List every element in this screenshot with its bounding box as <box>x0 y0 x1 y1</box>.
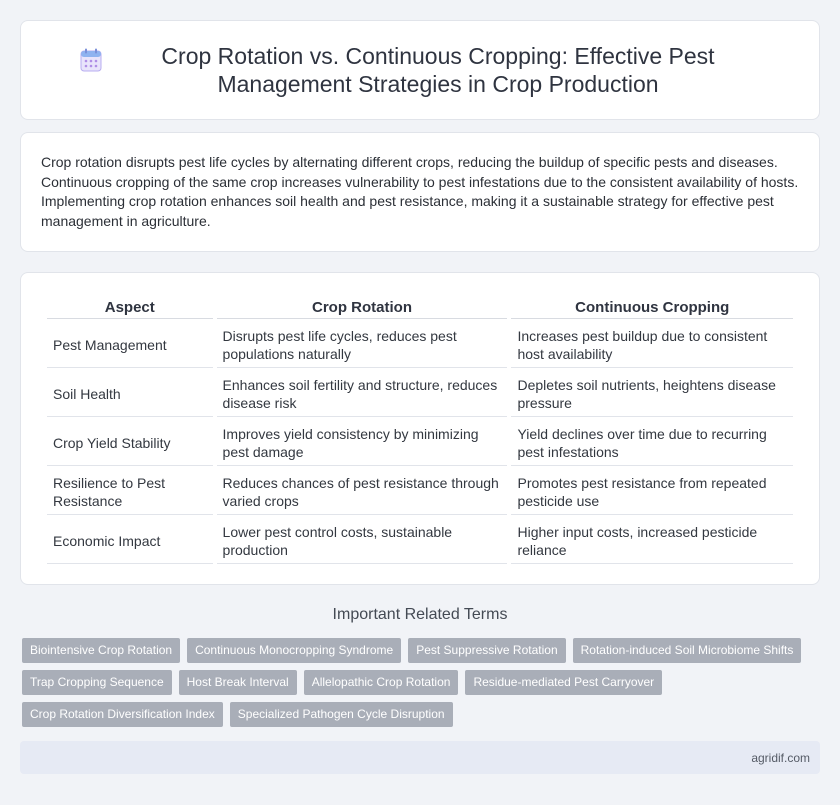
related-term-tag[interactable]: Rotation-induced Soil Microbiome Shifts <box>573 638 802 663</box>
related-term-tag[interactable]: Host Break Interval <box>179 670 297 695</box>
table-cell: Increases pest buildup due to consistent host availability <box>511 321 793 368</box>
table-cell: Lower pest control costs, sustainable production <box>217 517 508 564</box>
related-term-tag[interactable]: Residue-mediated Pest Carryover <box>465 670 662 695</box>
table-row <box>47 321 793 368</box>
header-card <box>20 20 820 120</box>
footer-site-link[interactable]: agridif.com <box>751 750 810 765</box>
table-cell: Disrupts pest life cycles, reduces pest populations naturally <box>217 321 508 368</box>
comparison-table-card <box>20 272 820 585</box>
table-header-row <box>47 293 793 319</box>
table-cell: Higher input costs, increased pesticide reliance <box>511 517 793 564</box>
tag-row <box>22 638 822 663</box>
table-cell: Crop Yield Stability <box>47 419 213 466</box>
table-row <box>47 419 793 466</box>
table-row <box>47 517 793 564</box>
table-row <box>47 370 793 417</box>
summary-card <box>20 132 820 252</box>
table-cell: Soil Health <box>47 370 213 417</box>
table-cell: Resilience to Pest Resistance <box>47 468 213 515</box>
header-crop-rotation: Crop Rotation <box>217 293 508 319</box>
calendar-icon <box>80 48 102 72</box>
title-wrap <box>80 42 760 98</box>
header-aspect: Aspect <box>47 293 213 319</box>
tag-row <box>22 702 822 727</box>
related-term-tag[interactable]: Allelopathic Crop Rotation <box>304 670 459 695</box>
summary-text: Crop rotation disrupts pest life cycles by alternating different crops, reducing the buildup of specific pests and diseases. Continuous cropping of the same crop increases vulnerability to pest infestations due to the consistent availability of hosts. Implementing crop rotation enhances soil health and pest resistance, making it a sustainable strategy for effective pest management in agriculture. <box>41 154 799 229</box>
related-terms-title: Important Related Terms <box>332 606 508 623</box>
table-cell: Economic Impact <box>47 517 213 564</box>
table-cell: Enhances soil fertility and structure, reduces disease risk <box>217 370 508 417</box>
related-term-tag[interactable]: Crop Rotation Diversification Index <box>22 702 223 727</box>
table-cell: Improves yield consistency by minimizing pest damage <box>217 419 508 466</box>
related-term-tag[interactable]: Specialized Pathogen Cycle Disruption <box>230 702 453 727</box>
table-cell: Reduces chances of pest resistance through varied crops <box>217 468 508 515</box>
table-cell: Depletes soil nutrients, heightens disease pressure <box>511 370 793 417</box>
related-term-tag[interactable]: Continuous Monocropping Syndrome <box>187 638 401 663</box>
table-row <box>47 468 793 515</box>
page-title: Crop Rotation vs. Continuous Cropping: Effective Pest Management Strategies in Crop Production <box>161 43 715 97</box>
table-cell: Pest Management <box>47 321 213 368</box>
related-term-tag[interactable]: Pest Suppressive Rotation <box>408 638 565 663</box>
tag-row <box>22 670 822 695</box>
footer <box>20 741 820 774</box>
comparison-table <box>43 291 797 566</box>
table-cell: Yield declines over time due to recurring pest infestations <box>511 419 793 466</box>
related-terms-tags <box>22 638 822 734</box>
header-continuous-cropping: Continuous Cropping <box>511 293 793 319</box>
related-term-tag[interactable]: Trap Cropping Sequence <box>22 670 172 695</box>
related-term-tag[interactable]: Biointensive Crop Rotation <box>22 638 180 663</box>
table-cell: Promotes pest resistance from repeated pesticide use <box>511 468 793 515</box>
